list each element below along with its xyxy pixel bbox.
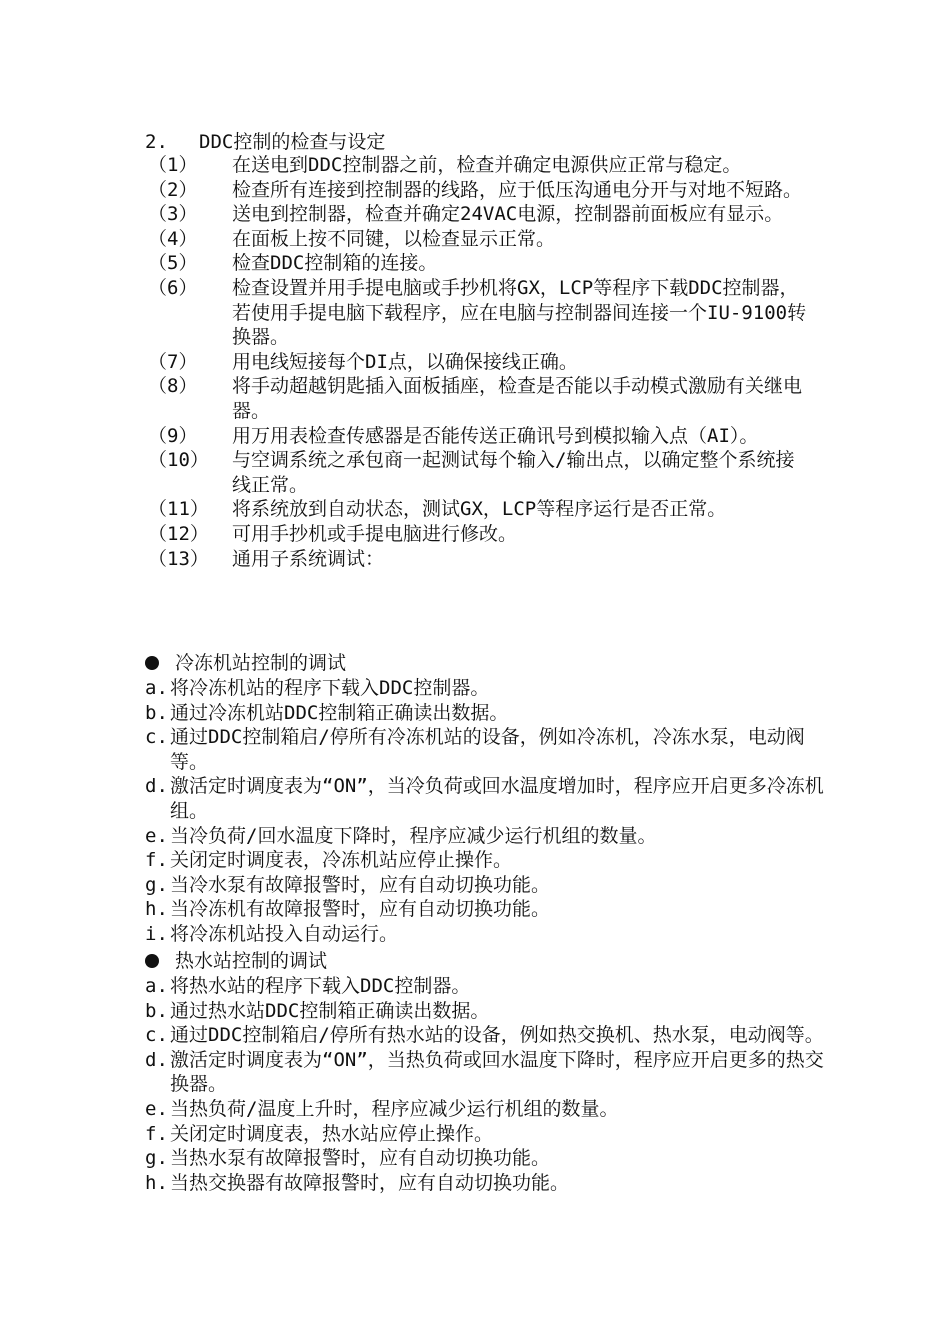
item-letter: h. bbox=[145, 898, 168, 921]
item-text: 激活定时调度表为“ON”，当热负荷或回水温度下降时，程序应开启更多的热交换器。 bbox=[170, 1048, 824, 1096]
bullet-icon bbox=[145, 656, 159, 670]
item-text: 当冷负荷/回水温度下降时，程序应减少运行机组的数量。 bbox=[170, 824, 657, 847]
step-item bbox=[148, 227, 848, 252]
list-item bbox=[145, 1146, 825, 1171]
step-text: 与空调系统之承包商一起测试每个输入/输出点，以确定整个系统接线正常。 bbox=[232, 449, 795, 496]
item-text: 将热水站的程序下载入DDC控制器。 bbox=[170, 975, 471, 997]
step-item bbox=[148, 178, 848, 203]
list-item bbox=[145, 1122, 825, 1147]
chiller-section bbox=[145, 651, 825, 947]
step-text: 将系统放到自动状态，测试GX，LCP等程序运行是否正常。 bbox=[232, 498, 727, 521]
step-item bbox=[148, 448, 848, 497]
step-number: （11） bbox=[148, 498, 209, 521]
item-letter: e. bbox=[145, 824, 168, 847]
list-item bbox=[145, 701, 825, 726]
chiller-section-title: 冷冻机站控制的调试 bbox=[145, 651, 825, 676]
list-item bbox=[145, 1097, 825, 1122]
list-item bbox=[145, 974, 825, 999]
step-number: （5） bbox=[148, 252, 198, 275]
step-list bbox=[148, 153, 848, 571]
item-text: 将冷冻机站投入自动运行。 bbox=[170, 922, 399, 945]
item-letter: i. bbox=[145, 922, 168, 945]
step-text: 通用子系统调试： bbox=[232, 547, 385, 570]
item-letter: a. bbox=[145, 975, 168, 997]
step-item bbox=[148, 547, 848, 572]
step-item bbox=[148, 153, 848, 178]
list-item bbox=[145, 873, 825, 898]
bullet-icon bbox=[145, 954, 159, 968]
step-number: （1） bbox=[148, 154, 198, 176]
item-text: 激活定时调度表为“ON”，当冷负荷或回水温度增加时，程序应开启更多冷冻机组。 bbox=[170, 775, 824, 822]
item-text: 当热水泵有故障报警时，应有自动切换功能。 bbox=[170, 1147, 551, 1170]
item-text: 当热负荷/温度上升时，程序应减少运行机组的数量。 bbox=[170, 1097, 619, 1120]
list-item bbox=[145, 922, 825, 947]
step-text: 可用手抄机或手提电脑进行修改。 bbox=[232, 522, 518, 545]
step-number: （10） bbox=[148, 449, 209, 472]
item-letter: e. bbox=[145, 1097, 168, 1120]
step-text: 检查DDC控制箱的连接。 bbox=[232, 252, 438, 275]
step-item bbox=[148, 350, 848, 375]
item-text: 关闭定时调度表，热水站应停止操作。 bbox=[170, 1122, 494, 1145]
list-item bbox=[145, 725, 825, 774]
item-text: 当冷冻机有故障报警时，应有自动切换功能。 bbox=[170, 898, 551, 921]
item-letter: b. bbox=[145, 701, 168, 724]
hotwater-section bbox=[145, 949, 825, 1195]
list-item bbox=[145, 824, 825, 849]
item-text: 通过DDC控制箱启/停所有冷冻机站的设备，例如冷冻机，冷冻水泵，电动阀等。 bbox=[170, 726, 805, 773]
step-number: （4） bbox=[148, 227, 198, 250]
step-number: （8） bbox=[148, 375, 198, 398]
step-item bbox=[148, 497, 848, 522]
item-letter: f. bbox=[145, 849, 168, 872]
step-number: （3） bbox=[148, 203, 198, 226]
item-letter: g. bbox=[145, 873, 168, 896]
item-letter: d. bbox=[145, 1048, 168, 1071]
item-text: 通过热水站DDC控制箱正确读出数据。 bbox=[170, 999, 490, 1022]
step-number: （7） bbox=[148, 350, 198, 373]
step-item bbox=[148, 374, 848, 423]
step-text: 用万用表检查传感器是否能传送正确讯号到模拟输入点（AI）。 bbox=[232, 424, 759, 447]
step-number: （12） bbox=[148, 522, 209, 545]
step-text: 送电到控制器，检查并确定24VAC电源，控制器前面板应有显示。 bbox=[232, 203, 784, 226]
list-item bbox=[145, 676, 825, 701]
step-item bbox=[148, 424, 848, 449]
step-item bbox=[148, 202, 848, 227]
step-text: 检查设置并用手提电脑或手抄机将GX，LCP等程序下载DDC控制器，若使用手提电脑下载程序，应在电脑与控制器间连接一个IU-9100转换器。 bbox=[232, 276, 807, 349]
item-text: 当热交换器有故障报警时，应有自动切换功能。 bbox=[170, 1171, 570, 1194]
step-text: 将手动超越钥匙插入面板插座，检查是否能以手动模式激励有关继电器。 bbox=[232, 375, 803, 422]
item-text: 将冷冻机站的程序下载入DDC控制器。 bbox=[170, 677, 490, 699]
list-item bbox=[145, 999, 825, 1024]
step-item bbox=[148, 276, 848, 350]
list-item bbox=[145, 1023, 825, 1048]
step-text: 在送电到DDC控制器之前，检查并确定电源供应正常与稳定。 bbox=[232, 154, 742, 176]
list-item bbox=[145, 1171, 825, 1196]
item-text: 关闭定时调度表，冷冻机站应停止操作。 bbox=[170, 849, 513, 872]
section-number: 2. bbox=[145, 131, 168, 153]
step-number: （13） bbox=[148, 547, 209, 570]
item-letter: c. bbox=[145, 726, 168, 749]
item-text: 通过DDC控制箱启/停所有热水站的设备，例如热交换机、热水泵，电动阀等。 bbox=[170, 1024, 824, 1047]
step-item bbox=[148, 251, 848, 276]
step-text: 检查所有连接到控制器的线路，应于低压沟通电分开与对地不短路。 bbox=[232, 178, 803, 201]
list-item bbox=[145, 1048, 825, 1097]
step-text: 用电线短接每个DI点，以确保接线正确。 bbox=[232, 350, 578, 373]
step-number: （2） bbox=[148, 178, 198, 201]
hotwater-section-title: 热水站控制的调试 bbox=[145, 949, 825, 974]
item-text: 当冷水泵有故障报警时，应有自动切换功能。 bbox=[170, 873, 551, 896]
item-letter: a. bbox=[145, 677, 168, 699]
section-heading bbox=[145, 130, 385, 154]
list-item bbox=[145, 774, 825, 823]
step-text: 在面板上按不同键，以检查显示正常。 bbox=[232, 227, 556, 250]
step-number: （9） bbox=[148, 424, 198, 447]
item-letter: b. bbox=[145, 999, 168, 1022]
list-item bbox=[145, 848, 825, 873]
item-text: 通过冷冻机站DDC控制箱正确读出数据。 bbox=[170, 701, 509, 724]
item-letter: g. bbox=[145, 1147, 168, 1170]
item-letter: f. bbox=[145, 1122, 168, 1145]
list-item bbox=[145, 897, 825, 922]
step-number: （6） bbox=[148, 276, 198, 299]
item-letter: c. bbox=[145, 1024, 168, 1047]
section-title: DDC控制的检查与设定 bbox=[199, 131, 386, 153]
item-letter: d. bbox=[145, 775, 168, 798]
item-letter: h. bbox=[145, 1171, 168, 1194]
step-item bbox=[148, 522, 848, 547]
